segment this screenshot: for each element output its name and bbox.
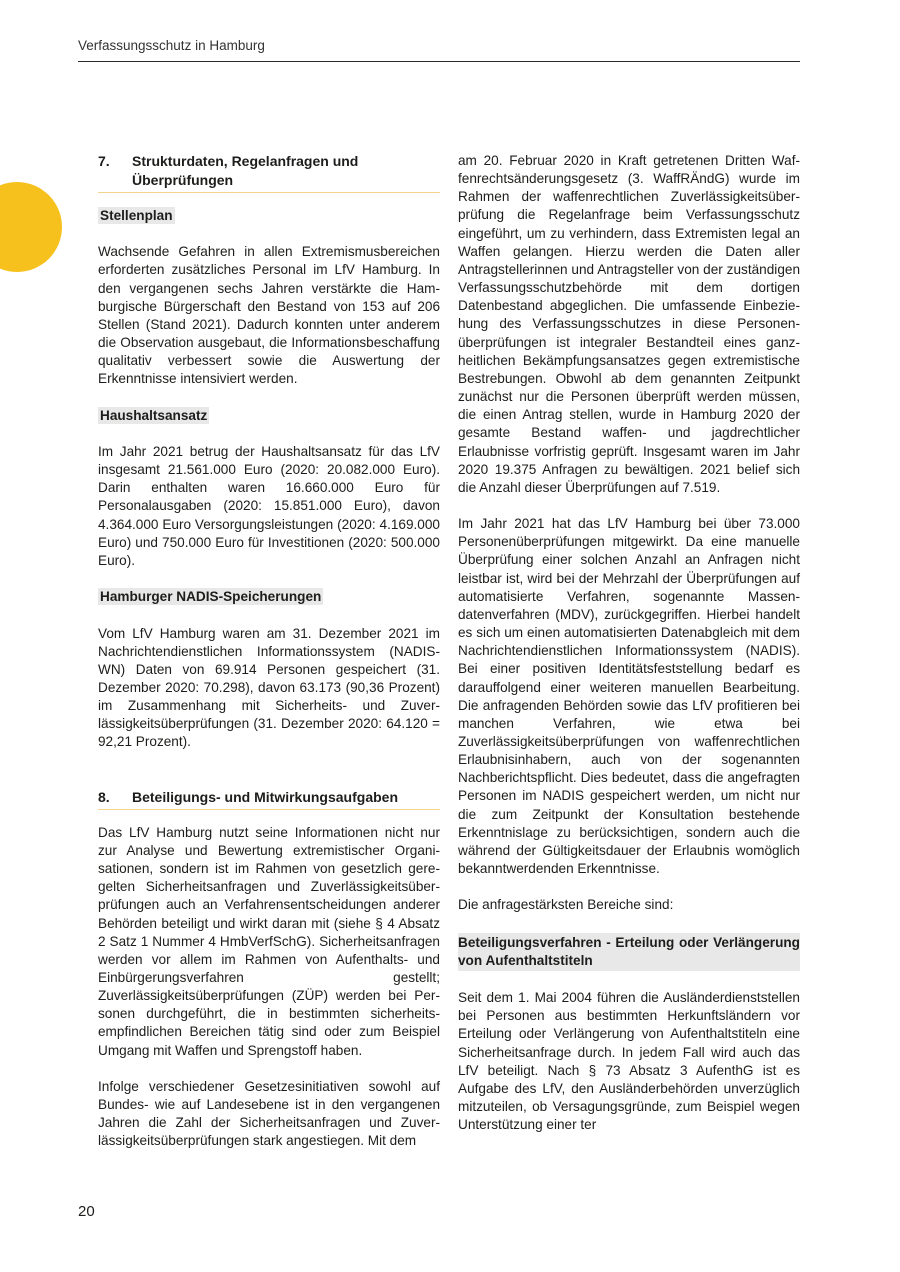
right-paragraph-3: Die anfragestärksten Bereiche sind: (458, 897, 674, 913)
section-8-number: 8. (98, 788, 110, 805)
section-7-title: Strukturdaten, Regelanfragen und Überprüfungen (132, 153, 359, 188)
section-8-paragraph-1: Das LfV Hamburg nutzt seine Informationen nicht nur zur Analyse und Bewertung extremistischer Organisationen, sondern ist im Rahmen von gesetzlich geregelten Sicherheitsanfragen und Zuverlässigkeitsüberprüfungen auch an Verfahrensentscheidungen anderer Behörden beteiligt und wirkt daran mit (siehe § 4 Absatz 2 Satz 1 Nummer 4 HmbVerfSchG). Sicherheitsanfragen werden vor allem im Rahmen von Aufenthalts- und Einbürgerungsverfahren gestellt; Zuverlässigkeitsüberprüfungen (ZÜP) werden bei Personen durchgeführt, die in bestimmten sicherheitsempfindlichen Bereichen tätig sind oder zum Beispiel Umgang mit Waffen und Sprengstoff haben. (98, 824, 440, 1058)
left-column (98, 152, 440, 1169)
stellenplan-heading: Stellenplan (100, 208, 173, 223)
nadis-text: Vom LfV Hamburg waren am 31. Dezember 2021 im Nachrichtendienstlichen Informationssystem (NADIS-WN) Daten von 69.914 Personen gespeichert (31. Dezember 2020: 70.298), davon 63.173 (90,36 Prozent) im Zusammenhang mit Sicherheits- und Zuverlässigkeitsüberprüfungen (31. Dezember 2020: 64.120 = 92,21 Prozent). (98, 625, 440, 750)
header-rule (78, 61, 800, 62)
right-column (458, 152, 800, 1153)
section-7-heading (98, 152, 440, 193)
right-paragraph-2: Im Jahr 2021 hat das LfV Hamburg bei über 73.000 Personenüberprüfungen mitgewirkt. Da eine manuelle Überprüfung einer solchen Anzahl an Anfragen nicht leistbar ist, wird bei der Mehrzahl der Überprüfungen auf automatisierte Verfahren, sogenannte Massendatenverfahren (MDV), zurückgegriffen. Hierbei handelt es sich um einen automatisierten Datenabgleich mit dem Nachrichtendienstlichen Informationssystem (NADIS). Bei einer positiven Identitätsfeststellung bedarf es darauffolgend einer weiteren manuellen Bearbeitung. Die anfragenden Behörden sowie das LfV profitieren bei manchen Verfahren, wie etwa bei Zuverlässigkeitsüberprüfungen von waffenrechtlichen Erlaubnisinhabern, auch von der sogenannten Nachberichtspflicht. Dies bedeutet, dass die angefragten Personen im NADIS gespeichert werden, um nicht nur die zum Zeitpunkt der Konsultation bestehende Erkenntnislage zu berücksichtigen, sondern auch die während der Gültigkeitsdauer der Erlaubnis womöglich bekanntwerdenden Erkenntnisse. (458, 516, 800, 877)
beteiligung-text: Seit dem 1. Mai 2004 führen die Ausländerdienststellen bei Personen aus bestimmten Herkunftsländern vor Erteilung oder Verlängerung von Aufenthaltstiteln eine Sicherheitsanfrage durch. In jedem Fall wird auch das LfV beteiligt. Nach § 73 Absatz 3 AufenthG ist es Aufgabe des LfV, den Ausländerbehörden unverzüglich mitzuteilen, ob Versagungsgründe, zum Beispiel wegen Unterstützung einer ter (458, 990, 800, 1133)
section-7-number: 7. (98, 153, 110, 169)
accent-disc (0, 182, 62, 272)
page-number: 20 (78, 1203, 95, 1220)
right-paragraph-1: am 20. Februar 2020 in Kraft getretenen Dritten Waffenrechtsänderungsgesetz (3. WaffRÄndG) wurde im Rahmen der waffenrechtlichen Zuverlässigkeitsüberprüfung die Regelanfrage beim Verfassungsschutz eingeführt, um zu verhindern, dass Extremisten legal an Waffen gelangen. Hierzu werden die Daten aller Antragstellerinnen und Antragsteller von der zuständigen Verfassungsschutzbehörde mit dem dortigen Datenbestand abgeglichen. Die umfassende Einbeziehung des Verfassungsschutzes in diese Personenüberprüfungen ist integraler Bestandteil eines ganzheitlichen Bekämpfungsansatzes gegen extremistische Bestrebungen. Obwohl ab dem genannten Zeitpunkt zunächst nur die Personen überprüft werden müssen, die einen Antrag stellen, wurde in Hamburg 2020 der gesamte Bestand waffen- und jagdrechtlicher Erlaubnisse vorfristig geprüft. Insgesamt waren im Jahr 2020 19.375 Anfragen zu bewältigen. 2021 belief sich die Anzahl dieser Überprüfungen auf 7.519. (458, 153, 800, 495)
haushalt-heading: Haushaltsansatz (100, 407, 208, 423)
beteiligung-heading: Beteiligungsverfahren - Erteilung oder Verlängerung von Aufenthaltstiteln (458, 933, 800, 971)
nadis-heading: Hamburger NADIS-Speicherungen (100, 589, 322, 605)
section-8-heading (98, 788, 440, 810)
section-8-title: Beteiligungs- und Mitwirkungsaufgaben (132, 788, 398, 805)
running-header: Verfassungsschutz in Hamburg (78, 38, 265, 53)
haushalt-text: Im Jahr 2021 betrug der Haushaltsansatz für das LfV insgesamt 21.561.000 Euro (2020: 20.082.000 Euro). Darin enthalten waren 16.660.000 Euro für Personalausgaben (2020: 15.851.000 Euro), davon 4.364.000 Euro Versorgungsleistungen (2020: 4.169.000 Euro) und 750.000 Euro für Investitionen (2020: 500.000 Euro). (98, 443, 440, 568)
stellenplan-text: Wachsende Gefahren in allen Extremismusbereichen erforderten zusätzliches Personal im LfV Hamburg. In den vergangenen sechs Jahren verstärkte die Hamburgische Bürgerschaft den Bestand von 153 auf 206 Stellen (Stand 2021). Dadurch konnten unter anderem die Observation ausgebaut, die Informationsbeschaffung qualitativ verbessert sowie die Auswertung der Erkenntnisse intensiviert werden. (98, 244, 440, 387)
section-8-paragraph-2: Infolge verschiedener Gesetzesinitiativen sowohl auf Bundes- wie auf Landesebene ist in den vergangenen Jahren die Zahl der Sicherheitsanfragen und Zuverlässigkeitsüberprüfungen stark angestiegen. Mit dem (98, 1078, 440, 1149)
